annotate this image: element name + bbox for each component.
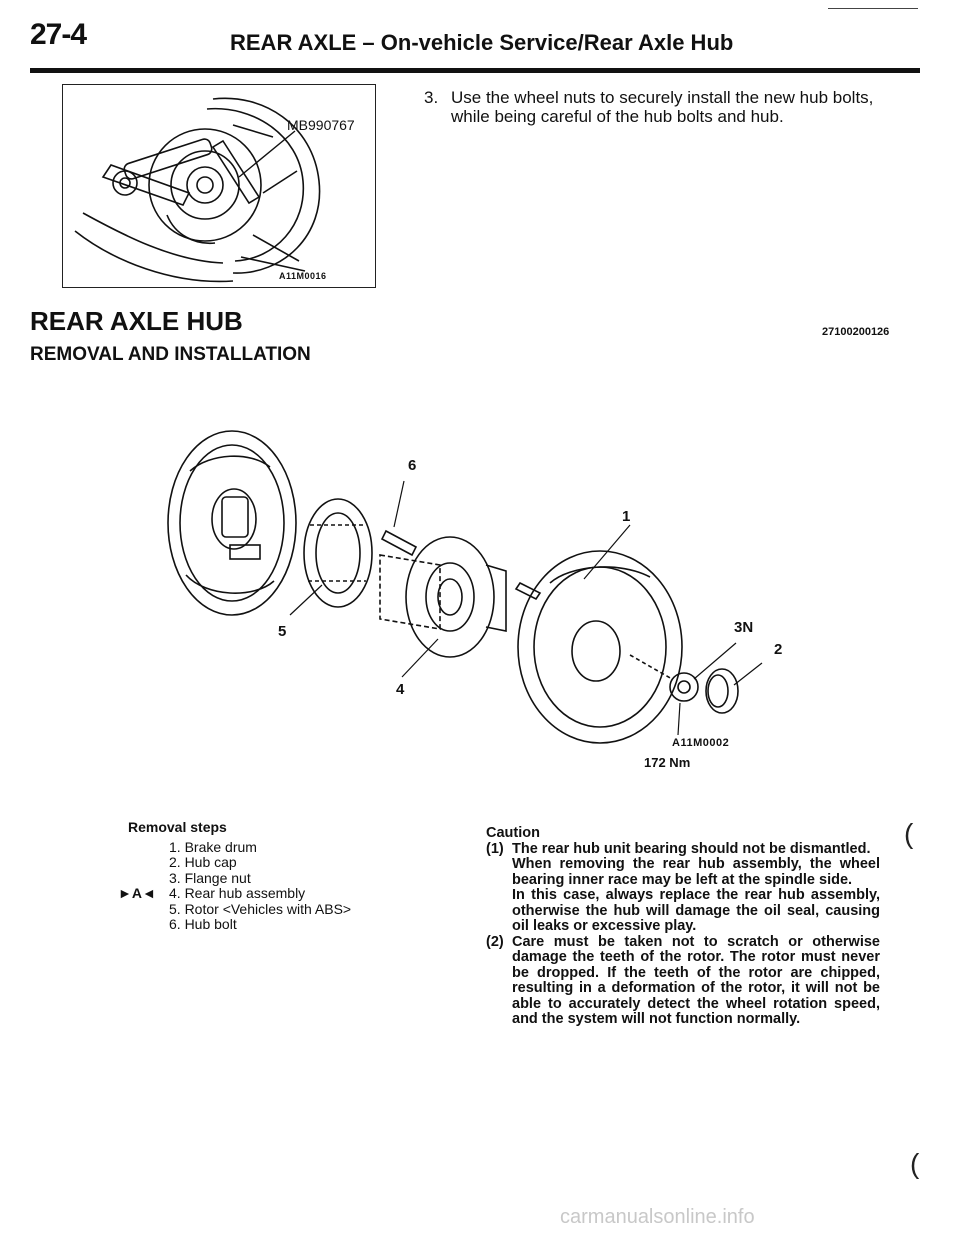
note-paragraph: The rear hub unit bearing should not be dismantled. <box>512 840 871 857</box>
removal-steps-heading: Removal steps <box>128 819 227 835</box>
callout-1: 1 <box>622 508 631 525</box>
step-number: 3. <box>424 88 439 107</box>
header-title: REAR AXLE – On-vehicle Service/Rear Axle Hub <box>230 30 734 55</box>
list-item: 3. Flange nut <box>169 869 251 886</box>
caution-heading: Caution <box>486 825 540 841</box>
list-item: 1. Brake drum <box>169 838 257 855</box>
note-number: (2) <box>486 933 504 950</box>
list-item: 2. Hub cap <box>169 854 237 870</box>
note-paragraph: Care must be taken not to scratch or otherwise damage the teeth of the rotor. The rotor must never be dropped. If the teeth of the rotor are chipped, resulting in a deformation of the rotor, it will not be able to accurately detect the wheel rotation speed, and the system will not function normally. <box>512 933 880 1027</box>
step-3-instruction <box>424 88 904 126</box>
callout-6: 6 <box>408 457 417 474</box>
top-edge-rule <box>828 8 918 9</box>
list-item: 5. Rotor <Vehicles with ABS> <box>169 900 352 917</box>
callout-4: 4 <box>396 681 405 698</box>
caution-note-1 <box>486 842 880 935</box>
exploded-view-figure <box>150 415 830 775</box>
list-item-with-marker <box>118 885 448 902</box>
section-subtitle: REMOVAL AND INSTALLATION <box>30 344 311 365</box>
exploded-view-illustration <box>150 415 830 775</box>
section-title: REAR AXLE HUB <box>30 306 243 336</box>
caution-note-2 <box>486 935 880 1028</box>
note-number: (1) <box>486 840 504 857</box>
caution-block <box>486 826 880 1028</box>
note-paragraph: When removing the rear hub assembly, the wheel bearing inner race may be left at the spindle side. <box>512 856 880 888</box>
list-item-text: 4. Rear hub assembly <box>169 885 306 901</box>
callout-5: 5 <box>278 623 287 640</box>
list-item: 6. Hub bolt <box>169 916 237 932</box>
watermark: carmanualsonline.info <box>560 1206 755 1228</box>
margin-mark: ( <box>910 1148 920 1179</box>
header-rule <box>30 68 920 73</box>
step-text: Use the wheel nuts to securely install the new hub bolts, while being careful of the hub bolts and hub. <box>451 88 874 126</box>
removal-steps <box>118 819 448 933</box>
document-id: 27100200126 <box>822 326 890 338</box>
special-tool-label: MB990767 <box>287 117 355 133</box>
callout-2: 2 <box>774 641 783 658</box>
note-paragraph: In this case, always replace the rear hub assembly, otherwise the hub will damage the oil seal, causing oil leaks or excessive play. <box>512 887 880 934</box>
service-point-marker: ►A◄ <box>118 885 156 901</box>
exploded-figure-code: A11M0002 <box>672 737 730 749</box>
page-number: 27-4 <box>30 18 87 51</box>
torque-value: 172 Nm <box>644 755 691 770</box>
figure-code: A11M0016 <box>279 271 327 281</box>
hub-puller-figure <box>62 84 376 288</box>
margin-mark: ( <box>904 818 914 849</box>
hub-puller-illustration <box>63 85 377 289</box>
torque-mark: 3N <box>734 619 754 636</box>
